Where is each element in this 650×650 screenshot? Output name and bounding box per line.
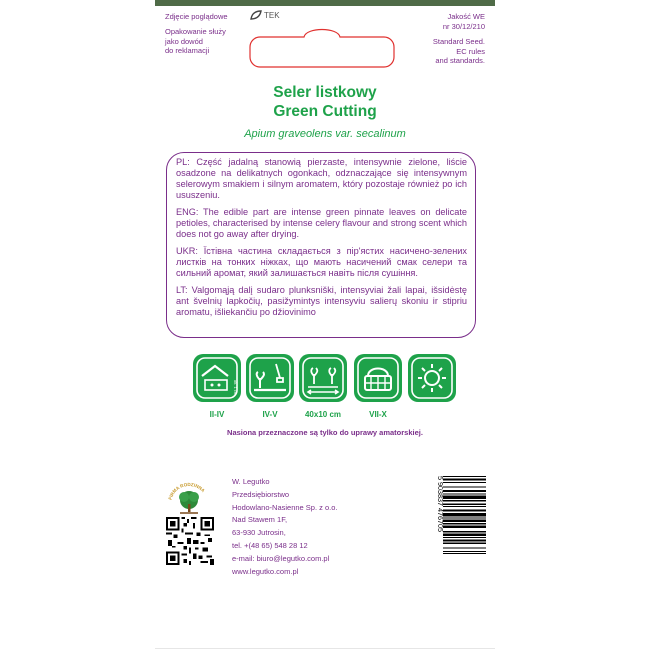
tek-label xyxy=(250,10,280,20)
address-line: Hodowlano-Nasienne Sp. z o.o. xyxy=(232,502,338,512)
amateur-use-note: Nasiona przeznaczone są tylko do uprawy amatorskiej. xyxy=(227,428,423,437)
qr-code xyxy=(166,517,214,565)
product-name-pl: Seler listkowy xyxy=(273,84,377,101)
barcode-bar xyxy=(443,537,486,538)
description-lt: LT: Valgomąją dalį sudaro plunksniški, intensyviai žali lapai, išsidėstę ant švelnių lapkočių, pasižymintys intensyviu salierų skoniu ir stipriu aromatu, išliekančiu po džiovinimo xyxy=(176,285,467,317)
address-line: Przedsiębiorstwo xyxy=(232,489,290,499)
barcode-bar xyxy=(443,539,486,541)
barcode-bar xyxy=(443,476,486,477)
address-line: W. Legutko xyxy=(232,477,270,486)
harvest-basket-icon xyxy=(354,354,402,402)
barcode-bar xyxy=(443,547,486,548)
barcode-bar xyxy=(443,482,486,483)
greenhouse-sowing-icon xyxy=(193,354,241,402)
standard-line: Standard Seed. xyxy=(432,37,485,46)
barcode-bar xyxy=(443,534,486,536)
barcode-bar xyxy=(443,509,486,511)
description-ukr: UKR: Їстівна частина складається з пір'ястих насичено-зелених листків на тонких ніжках, що мають насичений смак селери та сильний аромат, який залишається навіть після сушіння. xyxy=(176,246,467,278)
description-pl: PL: Część jadalną stanowią pierzaste, intensywnie zielone, liście osadzone na delikatnych ogonkach, odznaczające się intensywnym selerowym smakiem i silnym aromatem, który pozostaje również po ich ususzeniu. xyxy=(176,157,467,200)
quality-line: nr 30/12/210 xyxy=(442,21,485,31)
address-line: www.legutko.com.pl xyxy=(232,566,299,576)
barcode-bar xyxy=(443,517,486,518)
barcode-number: 5 903837 476705 xyxy=(436,476,445,532)
barcode-bar xyxy=(443,490,486,492)
barcode-bar xyxy=(443,523,486,524)
icon-label-transplant: IV-V xyxy=(262,410,278,419)
icon-label-spacing: 40x10 cm xyxy=(304,410,342,419)
standard-line: and standards. xyxy=(435,56,485,65)
barcode-bar xyxy=(443,506,486,507)
address-line: 63-930 Jutrosin, xyxy=(232,528,286,538)
quality-line: Jakość WE xyxy=(447,12,485,21)
address-line: e-mail: biuro@legutko.com.pl xyxy=(232,553,330,563)
packaging-note-line: do reklamacji xyxy=(165,46,210,55)
address-line: tel. +(48 65) 548 28 12 xyxy=(232,540,308,550)
ean-barcode xyxy=(430,474,488,566)
family-company-logo xyxy=(166,478,212,516)
bottom-divider xyxy=(155,648,495,649)
logo-text: FIRMA RODZINNA xyxy=(167,481,206,501)
spacing-icon xyxy=(299,354,347,402)
transplant-icon xyxy=(246,354,294,402)
sun-icon xyxy=(408,354,456,402)
packaging-note-line: jako dowód xyxy=(165,36,203,46)
description-box xyxy=(166,152,476,338)
barcode-bar xyxy=(443,543,486,544)
sample-photo-label: Zdjęcie poglądowe xyxy=(165,12,228,21)
label-field xyxy=(248,28,396,68)
latin-name: Apium graveolens var. secalinum xyxy=(244,128,406,140)
description-en: ENG: The edible part are intense green pinnate leaves on delicate petioles, characterised by intense celery flavour and strong scent which does not go away after drying. xyxy=(176,207,467,239)
tek-text: TEK xyxy=(264,10,280,20)
barcode-bar xyxy=(443,513,486,516)
depth-badge: ok. 1 cm xyxy=(233,380,238,396)
packaging-note xyxy=(165,27,226,56)
barcode-bar xyxy=(443,478,486,480)
address-line: Nad Stawem 1F, xyxy=(232,515,288,525)
quality-note xyxy=(400,12,485,31)
barcode-bar xyxy=(443,486,486,487)
packaging-note-line: Opakowanie służy xyxy=(165,27,226,36)
product-name-en: Green Cutting xyxy=(273,103,377,120)
barcode-bar xyxy=(443,496,486,499)
barcode-bar xyxy=(443,551,486,552)
barcode-bar xyxy=(443,493,486,494)
barcode-bar xyxy=(443,500,486,501)
barcode-bar xyxy=(443,504,486,505)
standard-line: EC rules xyxy=(456,46,485,56)
barcode-bar xyxy=(443,553,486,554)
leaf-icon xyxy=(250,10,262,20)
company-address xyxy=(232,476,337,578)
photo-strip xyxy=(155,0,495,6)
icon-label-harvest: VII-X xyxy=(369,410,387,419)
barcode-bar xyxy=(443,531,486,532)
standard-note xyxy=(400,37,485,66)
barcode-bar xyxy=(443,520,486,522)
barcode-bar xyxy=(443,525,486,527)
icon-label-sowing: II-IV xyxy=(209,410,225,419)
